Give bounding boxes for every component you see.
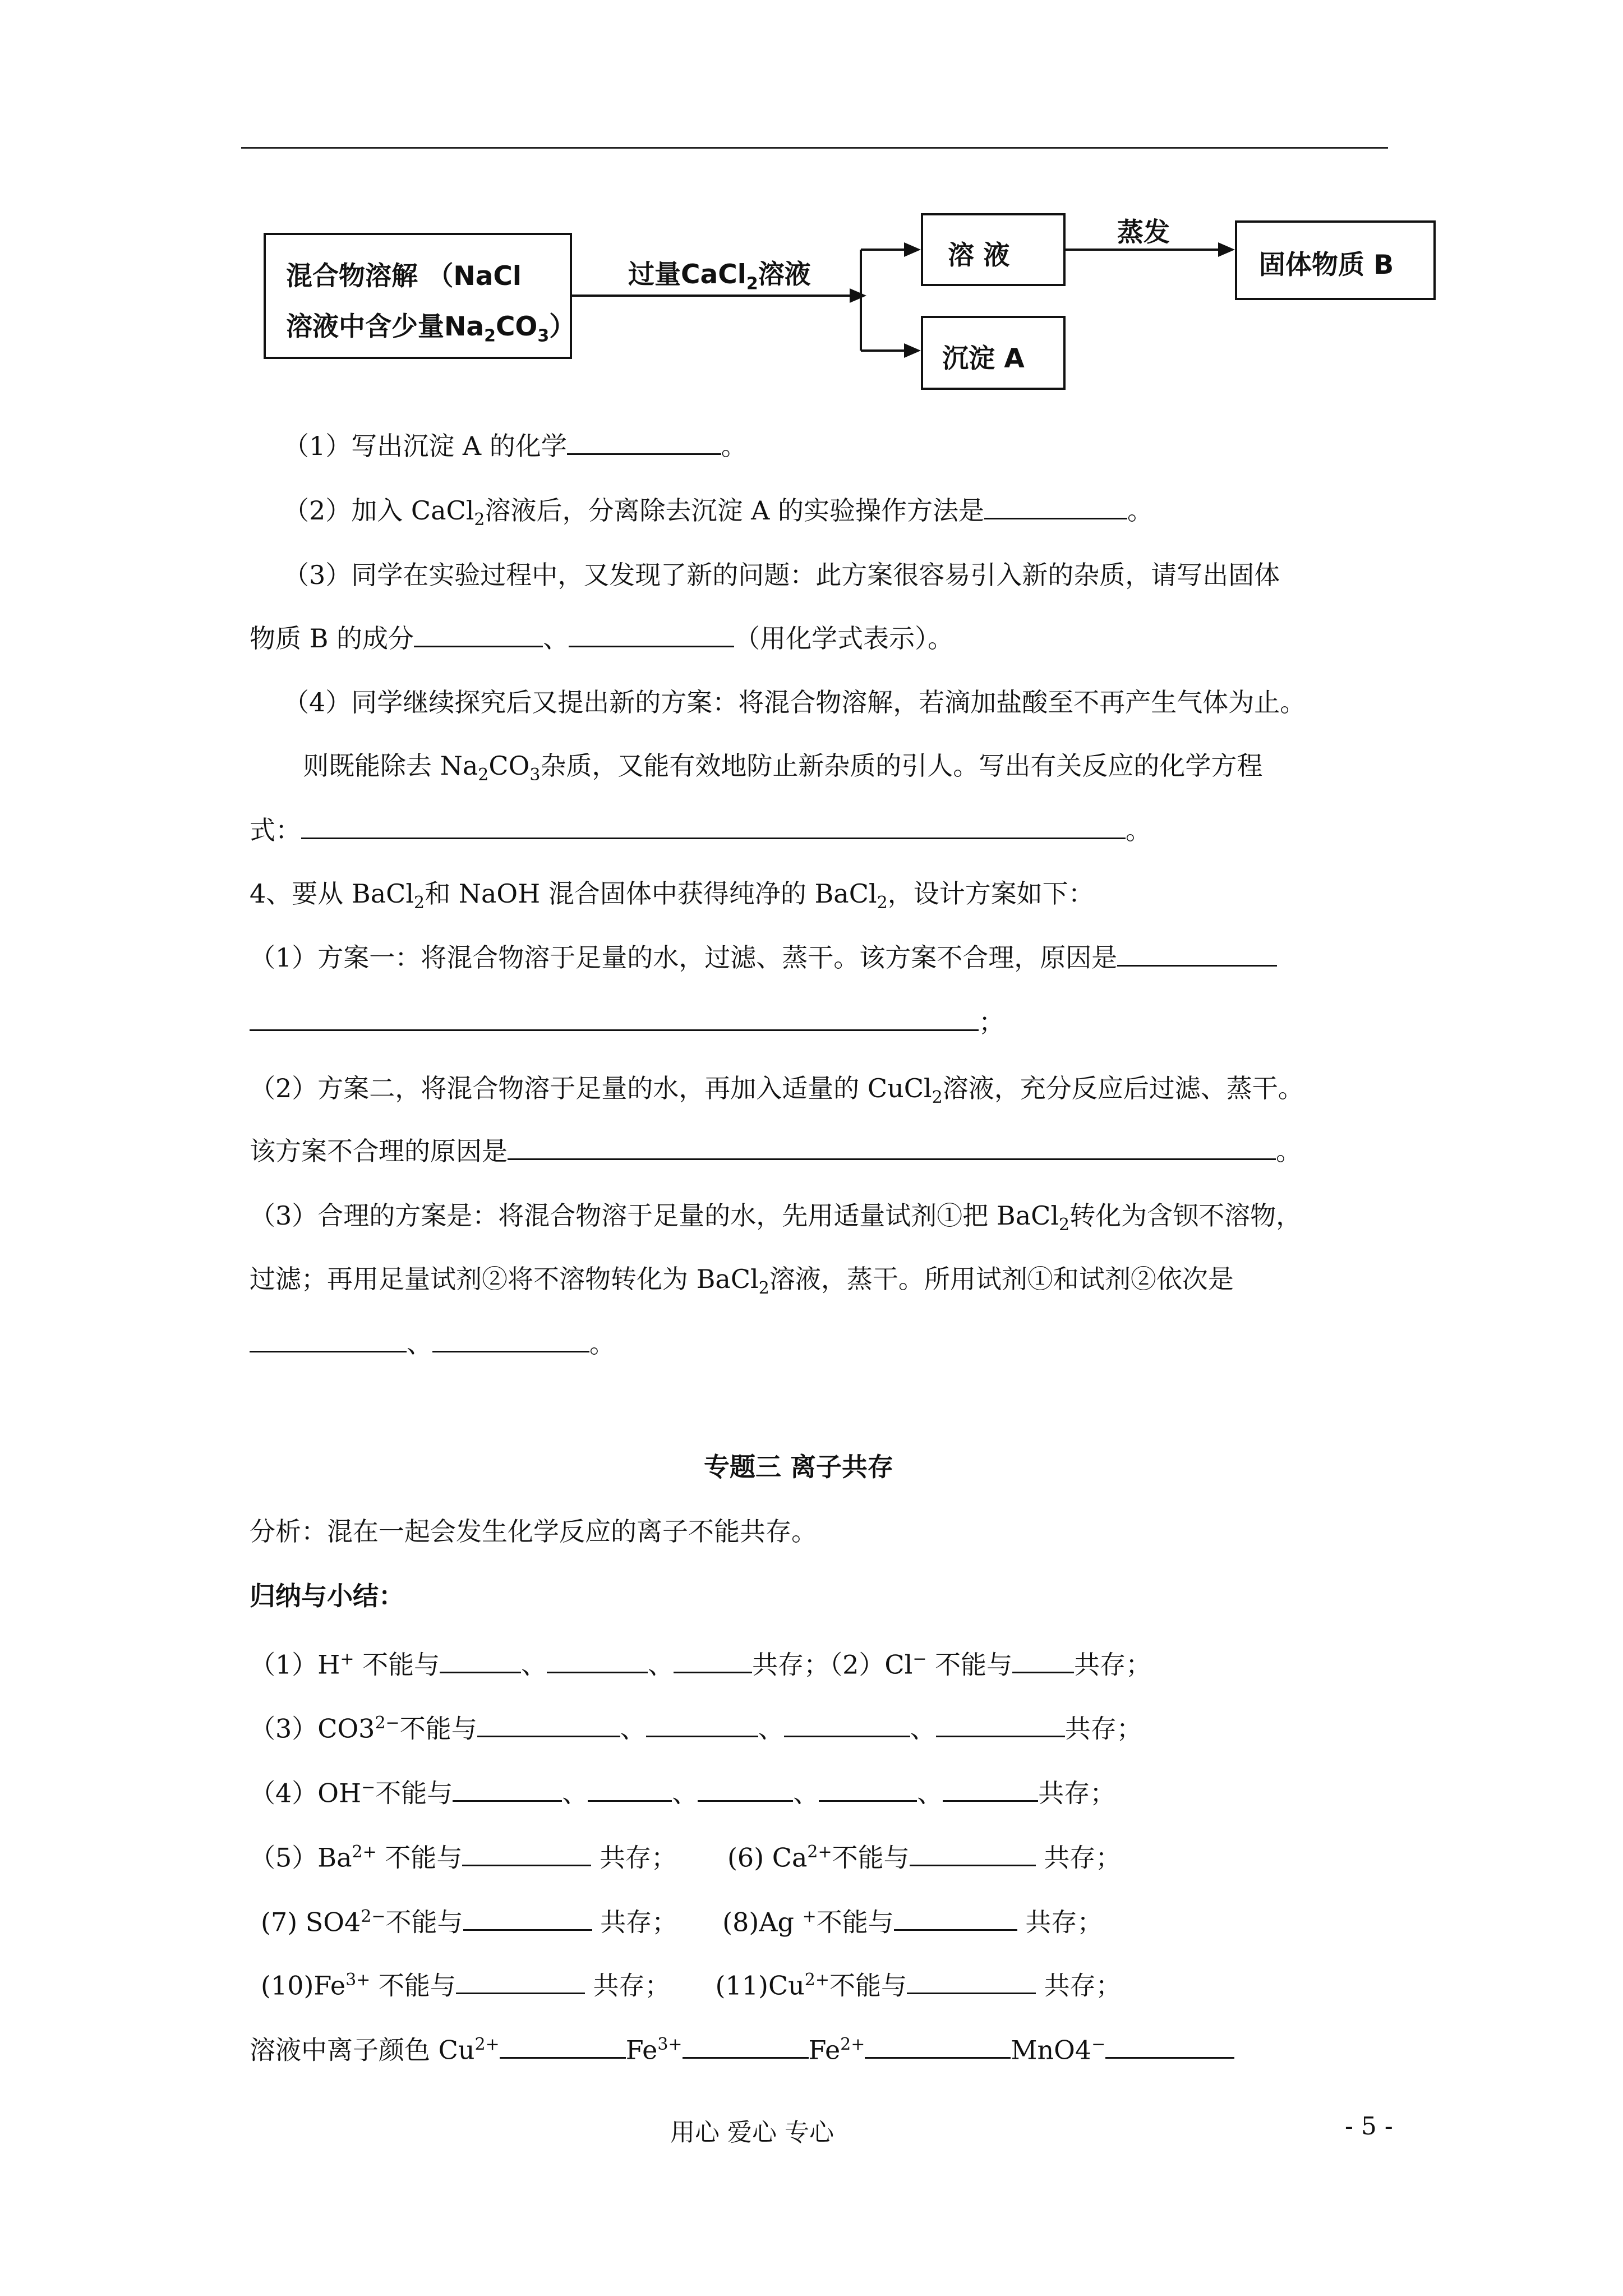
q4-scheme3c: 、 。: [250, 1327, 615, 1360]
box-mixture-line2: 溶液中含少量$Na_2CO_3$）: [286, 311, 576, 346]
box-precipitate-label: 沉淀 A: [942, 343, 1025, 374]
q3-item3b: 物质 B 的成分 、 （用化学式表示）。: [250, 623, 954, 654]
topic3-row6: $(10)Fe^{3+}$ 不能与 共存； $(11)Cu^{2+}$不能与 共存；: [261, 1970, 1122, 2001]
box-solution-label: 溶 液: [948, 240, 1010, 271]
q4-scheme3a: （3）合理的方案是：将混合物溶于足量的水，先用适量试剂①把 BaCl$_2$转化为含钡不溶物，: [250, 1200, 1302, 1235]
q3-item4c: 式： 。: [250, 815, 1151, 845]
box-mixture-line1: 混合物溶解 （NaCl: [286, 261, 522, 292]
q4-scheme3b: 过滤；再用足量试剂②将不溶物转化为 BaCl$_2$溶液，蒸干。所用试剂①和试剂②依次是: [250, 1264, 1234, 1299]
q4-scheme1: （1）方案一：将混合物溶于足量的水，过滤、蒸干。该方案不合理，原因是: [250, 941, 1277, 974]
topic3-row4: $(5)Ba^{2+}$ 不能与 共存； (6) $Ca^{2+}$不能与 共存；: [250, 1842, 1122, 1873]
box-solid-b-label: 固体物质 B: [1259, 250, 1394, 280]
q4-scheme2b: 该方案不合理的原因是 。: [250, 1136, 1302, 1166]
page-number: - 5 -: [1345, 2112, 1393, 2141]
flow-arrows: [0, 0, 1623, 393]
q4-scheme1-cont: ；: [250, 1005, 1004, 1039]
q3-item4b: 则既能除去 $Na_2CO_3$杂质，又能有效地防止新杂质的引人。写出有关反应的化学方程: [303, 751, 1263, 785]
q4-title: 4、要从 BaCl$_2$和 NaOH 混合固体中获得纯净的 BaCl$_2$，设计方案如下：: [250, 878, 1094, 913]
topic3-analysis: 分析：混在一起会发生化学反应的离子不能共存。: [250, 1516, 817, 1547]
topic3-row7: 溶液中离子颜色 $Cu^{2+}$ $Fe^{3+}$ $Fe^{2+}$ MnO4−: [250, 2028, 1234, 2067]
topic3-row5: (7) $SO4^{2-}$不能与 共存； (8)Ag +不能与 共存；: [261, 1907, 1103, 1938]
q3-item1: （1）写出沉淀 A 的化学 。: [283, 431, 747, 461]
topic3-row2: $(3)CO3^{2-}$不能与 、 、 、 共存；: [250, 1713, 1142, 1744]
q3-item4a: （4）同学继续探究后又提出新的方案：将混合物溶解，若滴加盐酸至不再产生气体为止。: [283, 687, 1306, 717]
topic3-summary-title: 归纳与小结：: [250, 1581, 404, 1611]
q3-item2: （2）加入 CaCl$_2$溶液后，分离除去沉淀 A 的实验操作方法是 。: [283, 495, 1153, 530]
topic3-row3: （4）OH−不能与 、 、 、 、 共存；: [250, 1778, 1116, 1809]
footer-motto: 用心 爱心 专心: [670, 2118, 834, 2147]
topic3-title: 专题三 离子共存: [704, 1452, 894, 1482]
q3-item3a: （3）同学在实验过程中，又发现了新的问题：此方案很容易引入新的杂质，请写出固体: [283, 560, 1280, 590]
arrow1-label: 过量CaCl$_2$溶液: [628, 259, 811, 294]
q4-scheme2a: （2）方案二，将混合物溶于足量的水，再加入适量的 CuCl$_2$溶液，充分反应后过滤、蒸干。: [250, 1073, 1304, 1108]
arrow2-label: 蒸发: [1117, 217, 1170, 248]
topic3-row1: （1）H+ 不能与 、 、 共存；（2）Cl− 不能与 共存；: [250, 1649, 1152, 1680]
